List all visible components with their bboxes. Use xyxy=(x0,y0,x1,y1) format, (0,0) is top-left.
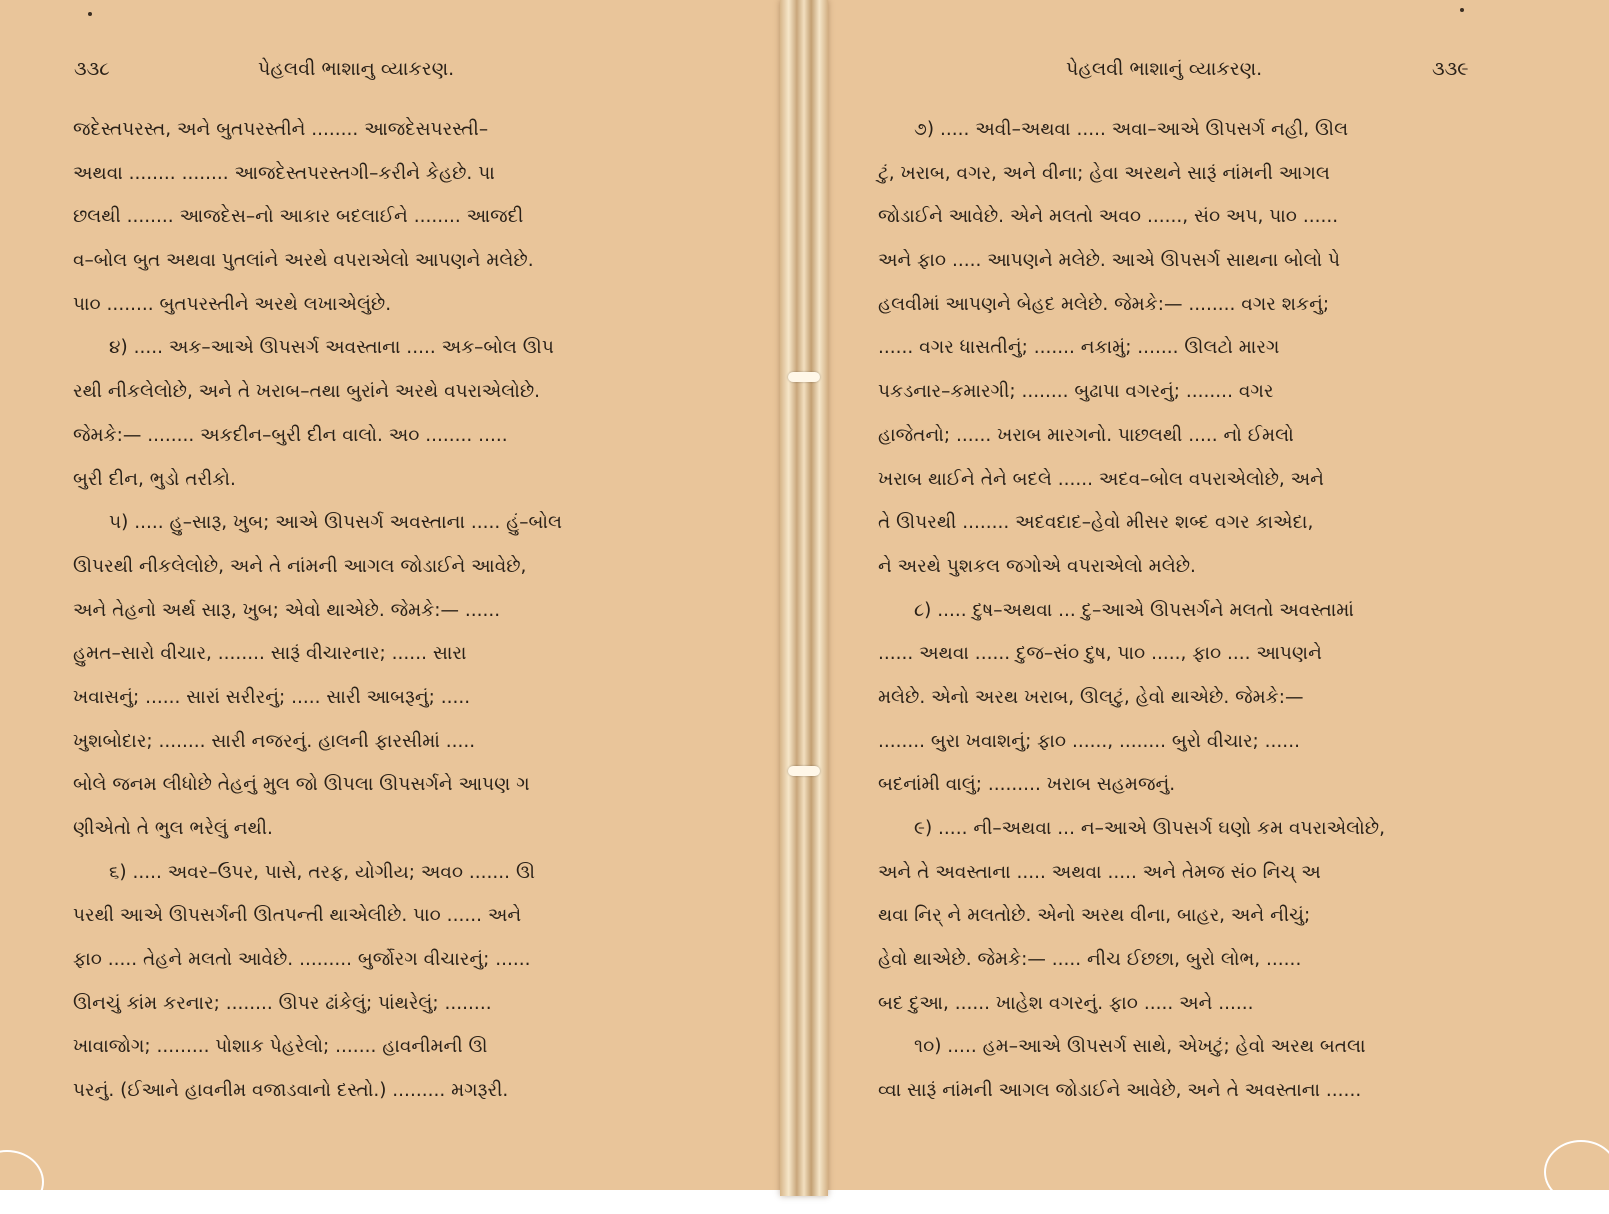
text-line: છલથી ........ આજદેસ–નો આકાર બદલાઈને ........ આજદી xyxy=(73,206,524,228)
text-line: ૯) ..... ની–અથવા ... ન–આએ ઊપસર્ગ ઘણો કમ વપરાએલોછે, xyxy=(914,818,1385,839)
left-body-text xyxy=(73,108,713,1113)
text-line: પરનું. (ઈઆને હાવનીમ વજાડવાનો દસ્તો.) ......... મગરૂરી. xyxy=(73,1080,509,1102)
right-page-number: ૩૩૯ xyxy=(1432,58,1469,80)
paragraph-line xyxy=(73,501,713,545)
text-line: વ–બોલ બુત અથવા પુતલાંને અરથે વપરાએલો આપણને મલેછે. xyxy=(73,250,534,272)
text-line: પરથી આએ ઊપસર્ગની ઊતપન્તી થાએલીછે. પા૦ ...... અને xyxy=(73,905,522,927)
text-line: જેમકે:— ........ અકદીન–બુરી દીન વાલો. અ૦ ........ ..... xyxy=(73,424,508,446)
text-line: ...... વગર ધાસતીનું; ....... નકામું; ....... ઊલટો મારગ xyxy=(878,337,1280,359)
text-line: ઊનચું કાંમ કરનાર; ........ ઊપર ઢાંકેલું; પાંથરેલું; ........ xyxy=(73,992,492,1014)
text-line: ખવાસનું; ...... સારાં સરીરનું; ..... સારી આબરૂનું; ..... xyxy=(73,686,471,708)
binding-stitch xyxy=(788,372,820,382)
text-line: ૫) ..... હુ–સારૂ, ખુબ; આએ ઊપસર્ગ અવસ્તાના ..... હું–બોલ xyxy=(109,512,563,534)
text-line: ...... અથવા ...... દુજ–સં૦ દુષ, પા૦ ....., ફા૦ .... આપણને xyxy=(878,643,1322,665)
right-running-title: પેહલવી ભાશાનું વ્યાકરણ. xyxy=(1066,58,1263,80)
text-line: વ્વા સારૂં નાંમની આગલ જોડાઈને આવેછે, અને તે અવસ્તાના ...... xyxy=(878,1080,1362,1102)
text-line: હલવીમાં આપણને બેહદ મલેછે. જેમકે:— ........ વગર શકનું; xyxy=(878,293,1330,315)
text-line: બોલે જનમ લીધોછે તેહનું મુલ જો ઊપલા ઊપસર્ગને આપણ ગ xyxy=(73,774,530,796)
text-line: હાજેતનો; ...... ખરાબ મારગનો. પાછલથી ..... નો ઈમલો xyxy=(878,424,1294,446)
text-line: તે ઊપરથી ........ અદવદાદ–હેવો મીસર શબ્દ વગર કાએદા, xyxy=(878,512,1314,534)
paragraph-line xyxy=(878,108,1528,152)
paragraph-line xyxy=(73,326,713,370)
text-line: અથવા ........ ........ આજદેસ્તપરસ્તગી–કરીને કેહછે. પા xyxy=(73,162,495,184)
text-line: ણીએતો તે ભુલ ભરેલું નથી. xyxy=(73,818,273,839)
paragraph-line xyxy=(878,807,1528,851)
text-line: રથી નીકલેલોછે, અને તે ખરાબ–તથા બુરાંને અરથે વપરાએલોછે. xyxy=(73,381,541,403)
text-line: ૧૦) ..... હમ–આએ ઊપસર્ગ સાથે, એખટું; હેવો અરથ બતલા xyxy=(914,1036,1366,1058)
binding-stitch xyxy=(788,766,820,776)
text-line: ઊપરથી નીકલેલોછે, અને તે નાંમની આગલ જોડાઈને આવેછે, xyxy=(73,555,527,577)
text-line: જદેસ્તપરસ્ત, અને બુતપરસ્તીને ........ આજદેસપરસ્તી– xyxy=(73,119,489,140)
text-line: ખાવાજોગ; ......... પોશાક પેહરેલો; ....... હાવનીમની ઊ xyxy=(73,1036,488,1058)
paragraph-line xyxy=(73,851,713,895)
left-running-title: પેહલવી ભાશાનુ વ્યાકરણ. xyxy=(258,58,455,80)
paragraph-line xyxy=(878,1025,1528,1069)
paragraph-line xyxy=(878,589,1528,633)
text-line: અને તે અવસ્તાના ..... અથવા ..... અને તેમજ સં૦ નિચ્ અ xyxy=(878,861,1321,883)
text-line: ફા૦ ..... તેહને મલતો આવેછે. ......... બુર્જોરગ વીચારનું; ...... xyxy=(73,949,531,971)
text-line: ૪) ..... અક–આએ ઊપસર્ગ અવસ્તાના ..... અક–બોલ ઊપ xyxy=(109,337,554,359)
text-line: પકડનાર–કમારગી; ........ બુઢાપા વગરનું; ........ વગર xyxy=(878,381,1274,403)
left-page xyxy=(0,0,796,1190)
text-line: ખુશબોદાર; ........ સારી નજરનું. હાલની ફારસીમાં ..... xyxy=(73,730,476,752)
text-line: ૬) ..... અવર–ઉપર, પાસે, તરફ, યોગીય; અવ૦ ....... ઊ xyxy=(109,861,536,883)
paper-wear-mark xyxy=(1544,1140,1609,1204)
text-line: ૮) ..... દુષ–અથવા ... દુ–આએ ઊપસર્ગને મલતો અવસ્તામાં xyxy=(914,599,1354,621)
right-body-text xyxy=(878,108,1528,1113)
text-line: હેવો થાએછે. જેમકે:— ..... નીચ ઈછછા, બુરો લોભ, ...... xyxy=(878,949,1302,971)
text-line: ને અરથે પુશકલ જગોએ વપરાએલો મલેછે. xyxy=(878,555,1196,577)
text-line: અને તેહનો અર્થ સારૂ, ખુબ; એવો થાએછે. જેમકે:— ...... xyxy=(73,599,501,621)
left-page-number: ૩૩૮ xyxy=(74,58,110,80)
paper-wear-mark xyxy=(0,1150,44,1214)
text-line: હુમત–સારો વીચાર, ........ સારૂં વીચારનાર; ...... સારા xyxy=(73,643,467,665)
text-line: મલેછે. એનો અરથ ખરાબ, ઊલટું, હેવો થાએછે. જેમકે:— xyxy=(878,686,1304,708)
book-gutter xyxy=(780,0,828,1196)
text-line: બદનાંમી વાલું; ......... ખરાબ સહમજનું. xyxy=(878,774,1176,796)
text-line: અને ફા૦ ..... આપણને મલેછે. આએ ઊપસર્ગ સાથના બોલો પે xyxy=(878,250,1340,272)
right-page xyxy=(804,0,1609,1190)
paper-speck xyxy=(1460,8,1464,12)
text-line: બુરી દીન, ભુડો તરીકો. xyxy=(73,468,236,490)
text-line: ૭) ..... અવી–અથવા ..... અવા–આએ ઊપસર્ગ નહી, ઊલ xyxy=(914,119,1349,140)
text-line: પા૦ ........ બુતપરસ્તીને અરથે લખાએલુંછે. xyxy=(73,293,392,315)
paper-speck xyxy=(88,12,92,16)
text-line: બદ દુઆ, ...... ખાહેશ વગરનું. ફા૦ ..... અને ...... xyxy=(878,992,1254,1014)
text-line: ટું, ખરાબ, વગર, અને વીના; હેવા અરથને સારૂં નાંમની આગલ xyxy=(878,162,1330,184)
text-line: ખરાબ થાઈને તેને બદલે ...... અદવ–બોલ વપરાએલોછે, અને xyxy=(878,468,1324,490)
text-line: ........ બુરા ખવાશનું; ફા૦ ......, ........ બુરો વીચાર; ...... xyxy=(878,730,1300,752)
text-line: જોડાઈને આવેછે. એને મલતો અવ૦ ......, સં૦ અપ, પા૦ ...... xyxy=(878,206,1339,228)
text-line: થવા નિર્ ને મલતોછે. એનો અરથ વીના, બાહર, અને નીચું; xyxy=(878,905,1311,927)
